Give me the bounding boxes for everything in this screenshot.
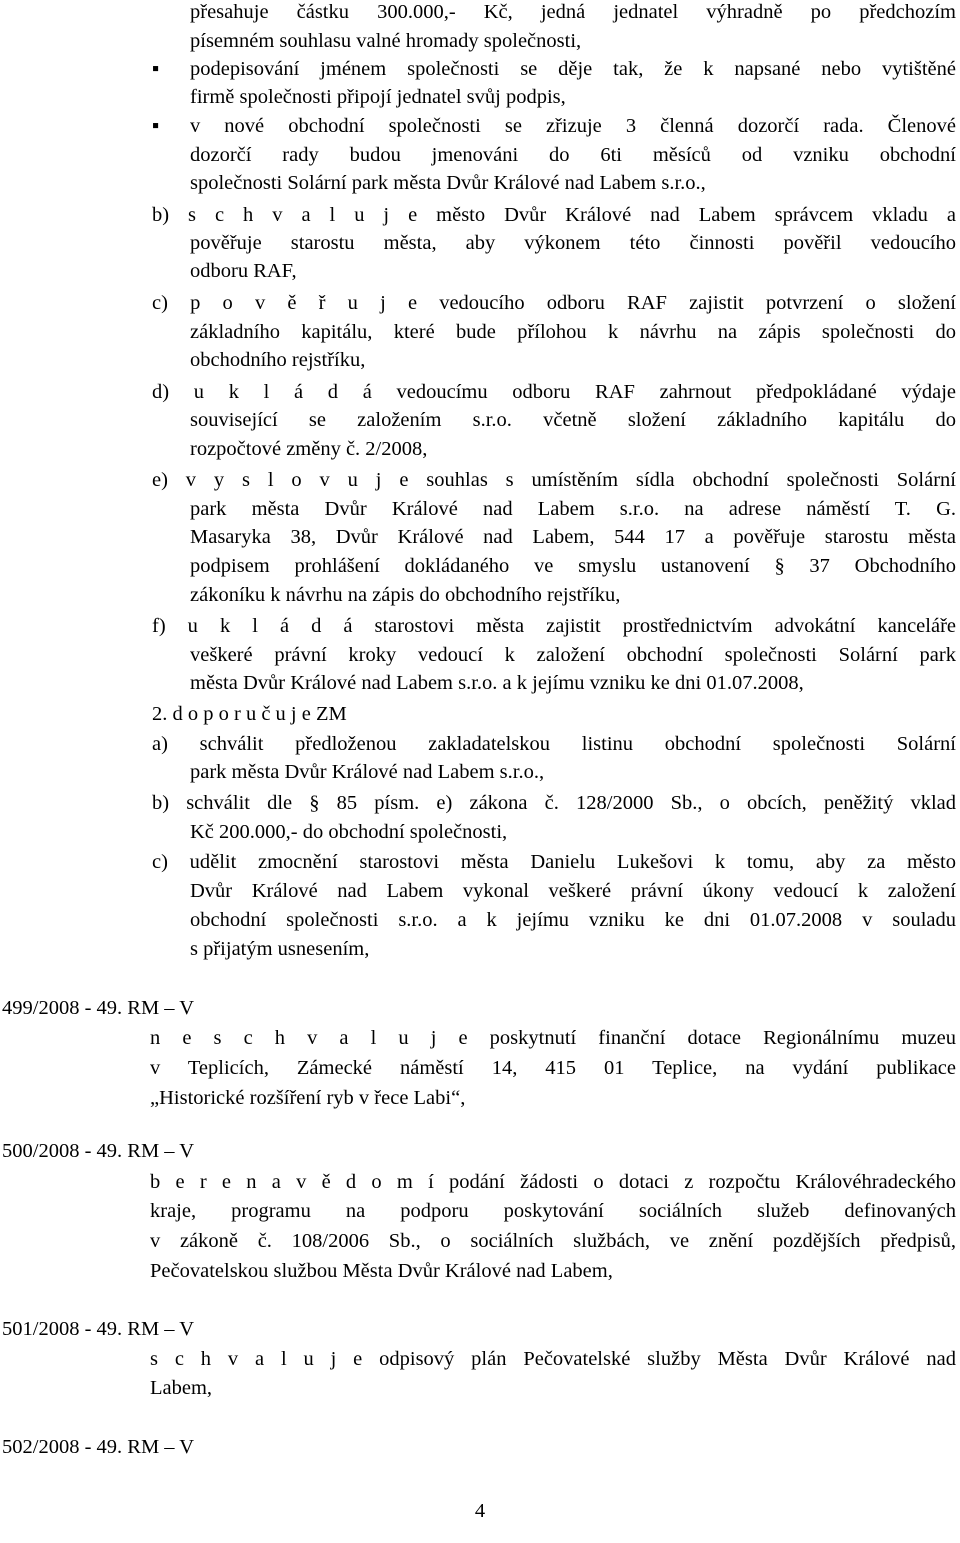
text-line: c) udělit zmocnění starostovi města Danielu Lukešovi k tomu, aby za město [152, 851, 956, 873]
text-line: park města Dvůr Králové nad Labem s.r.o. na adrese náměstí T. G. [190, 498, 956, 520]
text-line: 2. d o p o r u č u j e ZM [152, 703, 347, 725]
text-line: zákoníku k návrhu na zápis do obchodního rejstříku, [190, 584, 621, 606]
text-line: společnosti Solární park města Dvůr Králové nad Labem s.r.o., [190, 172, 706, 194]
text-line: města Dvůr Králové nad Labem s.r.o. a k jejímu vzniku ke dni 01.07.2008, [190, 672, 804, 694]
text-line: 500/2008 - 49. RM – V [2, 1140, 195, 1162]
text-line: související se založením s.r.o. včetně složení základního kapitálu do [190, 409, 956, 431]
text-line: Labem, [150, 1377, 213, 1399]
text-line: Dvůr Králové nad Labem vykonal veškeré právní úkony vedoucí k založení [190, 880, 956, 902]
text-line: n e s c h v a l u j e poskytnutí finanční dotace Regionálnímu muzeu [150, 1027, 956, 1049]
text-line: f) u k l á d á starostovi města zajistit prostřednictvím advokátní kanceláře [152, 615, 956, 637]
text-line: rozpočtové změny č. 2/2008, [190, 438, 428, 460]
text-line: kraje, programu na podporu poskytování sociálních služeb definovaných [150, 1200, 956, 1222]
text-line: e) v y s l o v u j e souhlas s umístěním sídla obchodní společnosti Solární [152, 469, 956, 491]
text-line: b) schválit dle § 85 písm. e) zákona č. 128/2000 Sb., o obcích, peněžitý vklad [152, 792, 956, 814]
text-line: odboru RAF, [190, 260, 297, 282]
text-line: veškeré právní kroky vedoucí k založení obchodní společnosti Solární park [190, 644, 956, 666]
text-line: „Historické rozšíření ryb v řece Labi“, [150, 1087, 466, 1109]
text-line: přesahuje částku 300.000,- Kč, jedná jednatel výhradně po předchozím [190, 1, 956, 23]
text-line: d) u k l á d á vedoucímu odboru RAF zahrnout předpokládané výdaje [152, 381, 956, 403]
text-line: Masaryka 38, Dvůr Králové nad Labem, 544 17 a pověřuje starostu města [190, 526, 956, 548]
text-line: podpisem prohlášení dokládaného ve smyslu ustanovení § 37 Obchodního [190, 555, 956, 577]
text-line: s přijatým usnesením, [190, 938, 370, 960]
text-line: c) p o v ě ř u j e vedoucího odboru RAF zajistit potvrzení o složení [152, 292, 956, 314]
text-line: 499/2008 - 49. RM – V [2, 997, 195, 1019]
text-line: v Teplicích, Zámecké náměstí 14, 415 01 Teplice, na vydání publikace [150, 1057, 956, 1079]
text-line: obchodní společnosti s.r.o. a k jejímu vzniku ke dni 01.07.2008 v souladu [190, 909, 956, 931]
text-line: a) schválit předloženou zakladatelskou listinu obchodní společnosti Solární [152, 733, 956, 755]
text-line: v nové obchodní společnosti se zřizuje 3 členná dozorčí rada. Členové [190, 115, 956, 137]
text-line: firmě společnosti připojí jednatel svůj podpis, [190, 86, 566, 108]
text-line: 501/2008 - 49. RM – V [2, 1318, 195, 1340]
text-line: pověřuje starostu města, aby výkonem této činnosti pověřil vedoucího [190, 232, 956, 254]
text-line: základního kapitálu, které bude přílohou k návrhu na zápis společnosti do [190, 321, 956, 343]
text-line: obchodního rejstříku, [190, 349, 366, 371]
text-line: b) s c h v a l u j e město Dvůr Králové nad Labem správcem vkladu a [152, 204, 956, 226]
text-line: park města Dvůr Králové nad Labem s.r.o., [190, 761, 545, 783]
text-line: podepisování jménem společnosti se děje tak, že k napsané nebo vytištěné [190, 58, 956, 80]
text-line: písemném souhlasu valné hromady společnosti, [190, 30, 582, 52]
bullet-icon: ▪ [152, 58, 160, 80]
text-line: 502/2008 - 49. RM – V [2, 1436, 195, 1458]
bullet-icon: ▪ [152, 115, 160, 137]
text-line: s c h v a l u j e odpisový plán Pečovatelské služby Města Dvůr Králové nad [150, 1348, 956, 1370]
text-line: Kč 200.000,- do obchodní společnosti, [190, 821, 508, 843]
text-line: v zákoně č. 108/2006 Sb., o sociálních službách, ve znění pozdějších předpisů, [150, 1230, 956, 1252]
text-line: b e r e n a v ě d o m í podání žádosti o dotaci z rozpočtu Královéhradeckého [150, 1171, 956, 1193]
page-number: 4 [474, 1500, 486, 1522]
text-line: Pečovatelskou službou Města Dvůr Králové nad Labem, [150, 1260, 613, 1282]
text-line: dozorčí rady budou jmenováni do 6ti měsíců od vzniku obchodní [190, 144, 956, 166]
